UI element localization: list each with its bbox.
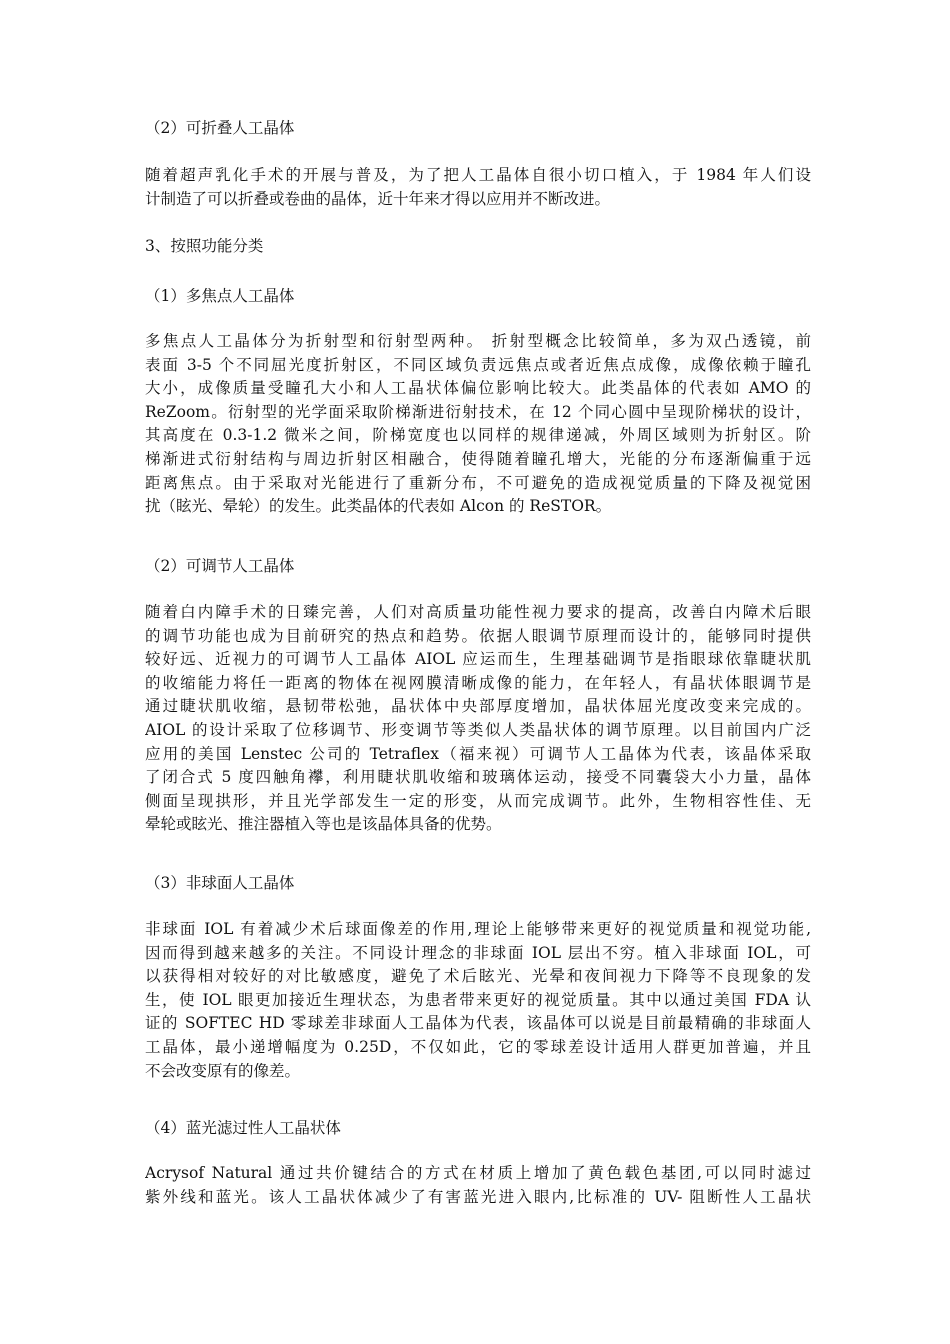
paragraph-line: 表面 3-5 个不同屈光度折射区，不同区域负责远焦点或者近焦点成像，成像依赖于瞳孔 <box>145 355 811 374</box>
paragraph-line: 较好远、近视力的可调节人工晶体 AIOL 应运而生，生理基础调节是指眼球依靠睫状肌 <box>145 650 811 669</box>
paragraph-line: 随着白内障手术的日臻完善，人们对高质量功能性视力要求的提高，改善白内障术后眼 <box>145 603 811 621</box>
paragraph-line: 工晶体，最小递增幅度为 0.25D，不仅如此，它的零球差设计适用人群更加普遍，并且 <box>145 1037 811 1056</box>
section-heading-multifocal-iol: （1）多焦点人工晶体 <box>145 287 295 305</box>
paragraph-line: 非球面 IOL 有着减少术后球面像差的作用,理论上能够带来更好的视觉质量和视觉功能, <box>145 920 811 938</box>
section-heading-blue-light-filtering-iol: （4）蓝光滤过性人工晶状体 <box>145 1119 341 1137</box>
paragraph-line: 的调节功能也成为目前研究的热点和趋势。依据人眼调节原理而设计的，能够同时提供 <box>145 626 811 645</box>
paragraph-line: 证的 SOFTEC HD 零球差非球面人工晶体为代表，该晶体可以说是目前最精确的非球面人 <box>145 1014 811 1033</box>
paragraph-multifocal-iol <box>145 330 811 519</box>
paragraph-aspheric-iol <box>145 918 811 1083</box>
paragraph-line: 扰（眩光、晕轮）的发生。此类晶体的代表如 Alcon 的 ReSTOR。 <box>145 497 612 516</box>
paragraph-line: 紫外线和蓝光。该人工晶状体减少了有害蓝光进入眼内,比标准的 UV- 阻断性人工晶状 <box>145 1187 811 1206</box>
paragraph-line: 随着超声乳化手术的开展与普及，为了把人工晶体自很小切口植入，于 1984 年人们设 <box>145 166 811 184</box>
paragraph-line: 梯渐进式衍射结构与周边折射区相融合，使得随着瞳孔增大，光能的分布逐渐偏重于远 <box>145 449 811 468</box>
paragraph-accommodating-iol <box>145 601 811 837</box>
paragraph-foldable-iol <box>145 164 811 211</box>
paragraph-line: 大小，成像质量受瞳孔大小和人工晶状体偏位影响比较大。此类晶体的代表如 AMO 的 <box>145 379 811 398</box>
paragraph-line: 距离焦点。由于采取对光能进行了重新分布，不可避免的造成视觉质量的下降及视觉困 <box>145 473 811 492</box>
paragraph-line: 通过睫状肌收缩，悬韧带松弛，晶状体中央部厚度增加，晶状体屈光度改变来完成的。 <box>145 697 811 716</box>
section-heading-aspheric-iol: （3）非球面人工晶体 <box>145 874 295 892</box>
paragraph-line: 生，使 IOL 眼更加接近生理状态，为患者带来更好的视觉质量。其中以通过美国 FDA 认 <box>145 990 811 1009</box>
paragraph-line: 了闭合式 5 度四触角襻，利用睫状肌收缩和玻璃体运动，接受不同囊袋大小力量，晶体 <box>145 768 811 787</box>
paragraph-line: ReZoom。衍射型的光学面采取阶梯渐进衍射技术，在 12 个同心圆中呈现阶梯状的设计， <box>145 402 811 421</box>
paragraph-line: 应用的美国 Lenstec 公司的 Tetraflex（福来视）可调节人工晶体为代表，该晶体采取 <box>145 744 811 763</box>
paragraph-line: 不会改变原有的像差。 <box>145 1061 301 1080</box>
paragraph-line: 计制造了可以折叠或卷曲的晶体，近十年来才得以应用并不断改进。 <box>145 189 611 208</box>
paragraph-line: AIOL 的设计采取了位移调节、形变调节等类似人类晶状体的调节原理。以目前国内广泛 <box>145 720 811 739</box>
paragraph-line: 其高度在 0.3-1.2 微米之间，阶梯宽度也以同样的规律递减，外周区域则为折射区。阶 <box>145 426 811 445</box>
paragraph-line: 侧面呈现拱形，并且光学部发生一定的形变，从而完成调节。此外，生物相容性佳、无 <box>145 791 811 810</box>
paragraph-line: 的收缩能力将任一距离的物体在视网膜清晰成像的能力，在年轻人，有晶状体眼调节是 <box>145 673 811 692</box>
paragraph-line: 晕轮或眩光、推注器植入等也是该晶体具备的优势。 <box>145 815 502 834</box>
paragraph-blue-light-filtering-iol <box>145 1162 811 1209</box>
section-heading-foldable-iol: （2）可折叠人工晶体 <box>145 119 295 137</box>
paragraph-line: 因而得到越来越多的关注。不同设计理念的非球面 IOL 层出不穷。植入非球面 IOL，可 <box>145 943 811 962</box>
section-heading-accommodating-iol: （2）可调节人工晶体 <box>145 557 295 575</box>
paragraph-line: 多焦点人工晶体分为折射型和衍射型两种。 折射型概念比较简单，多为双凸透镜，前 <box>145 332 811 350</box>
paragraph-line: Acrysof Natural 通过共价键结合的方式在材质上增加了黄色载色基团,可以同时滤过 <box>145 1164 811 1182</box>
paragraph-line: 以获得相对较好的对比敏感度，避免了术后眩光、光晕和夜间视力下降等不良现象的发 <box>145 967 811 986</box>
section-heading-by-function: 3、按照功能分类 <box>145 237 264 255</box>
